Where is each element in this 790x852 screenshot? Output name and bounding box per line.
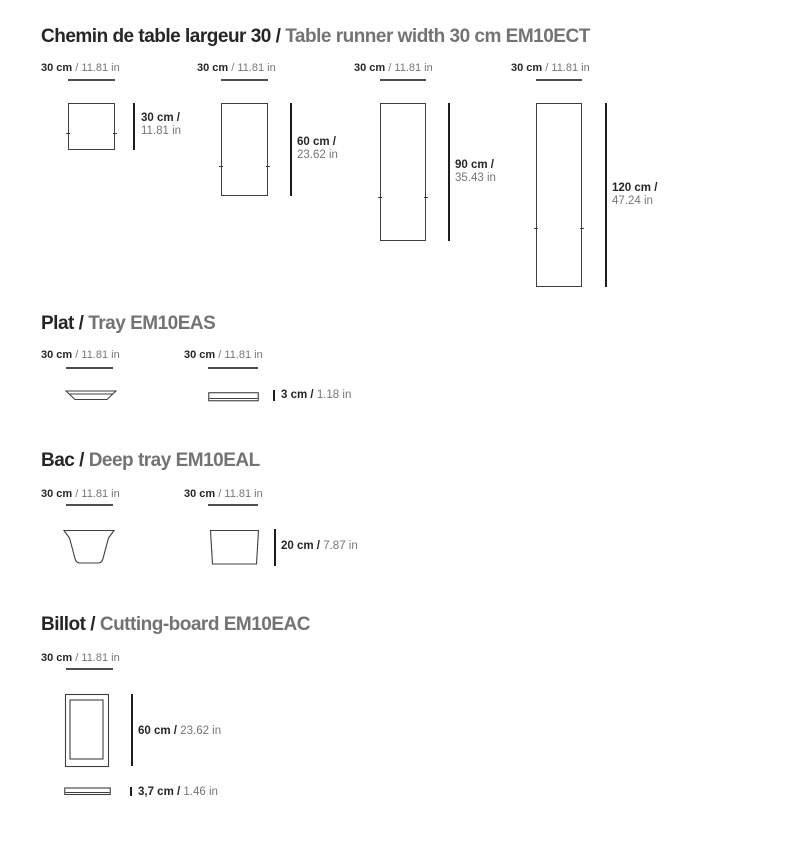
section-title: [41, 26, 590, 48]
deep-tray-side-profile: [209, 529, 260, 566]
height-metric: 60 cm /: [138, 725, 177, 737]
edge-tick: [534, 228, 538, 229]
section-title: [41, 614, 310, 636]
section-title-fr: Plat: [41, 313, 74, 334]
section-title-fr: Bac: [41, 450, 75, 471]
width-imperial: 11.81 in: [237, 62, 276, 74]
width-metric: 30 cm: [41, 488, 73, 500]
length-metric: 30 cm /: [141, 112, 180, 124]
width-metric: 30 cm: [41, 349, 73, 361]
width-imperial: 11.81 in: [551, 62, 590, 74]
thickness-dimension-tick: [130, 787, 132, 796]
slash: /: [75, 652, 79, 664]
width-extent-line: [66, 504, 113, 506]
length-label: [612, 182, 657, 208]
length-dimension-line: [605, 103, 607, 287]
width-label: [41, 651, 120, 665]
width-imperial: 11.81 in: [81, 62, 120, 74]
deep-tray-front-profile: [63, 528, 115, 566]
length-metric: 120 cm /: [612, 182, 658, 194]
width-label: [184, 487, 263, 501]
height-dimension-line: [131, 694, 133, 766]
thickness-imperial: 1.46 in: [183, 786, 218, 798]
section-title-separator: /: [90, 614, 96, 635]
length-imperial: 11.81 in: [141, 125, 182, 137]
height-label: [281, 389, 351, 402]
width-extent-line: [208, 504, 258, 506]
width-extent-line: [380, 79, 426, 81]
height-imperial: 7.87 in: [323, 540, 358, 552]
section-title-fr: Chemin de table largeur 30: [41, 26, 271, 47]
length-imperial: 35.43 in: [455, 172, 496, 184]
length-label: [141, 112, 181, 138]
section-title-en: Cutting-board EM10EAC: [99, 614, 310, 635]
width-extent-line: [66, 367, 113, 369]
width-extent-line: [208, 367, 258, 369]
edge-tick: [424, 197, 428, 198]
slash: /: [218, 349, 222, 361]
section-title-separator: /: [275, 26, 281, 47]
thickness-label: [138, 786, 218, 799]
width-extent-line: [68, 79, 115, 81]
length-metric: 60 cm /: [297, 136, 336, 148]
section-title-separator: /: [78, 313, 84, 334]
edge-tick: [219, 166, 223, 167]
slash: /: [75, 62, 79, 74]
height-dimension-line: [274, 529, 276, 566]
runner-60cm-outline: [221, 103, 268, 196]
slash: /: [545, 62, 549, 74]
runner-90cm-outline: [380, 103, 426, 241]
cutting-board-top-view: [63, 693, 110, 768]
edge-tick: [580, 228, 584, 229]
length-imperial: 47.24 in: [612, 195, 653, 207]
width-metric: 30 cm: [354, 62, 386, 74]
width-extent-line: [221, 79, 268, 81]
section-title: [41, 450, 260, 472]
width-imperial: 11.81 in: [81, 652, 120, 664]
cutting-board-side-view: [64, 787, 112, 796]
length-dimension-line: [133, 103, 135, 150]
slash: /: [388, 62, 392, 74]
height-label: [138, 725, 221, 738]
length-dimension-line: [290, 103, 292, 196]
width-label: [41, 487, 120, 501]
edge-tick: [113, 133, 117, 134]
width-metric: 30 cm: [41, 62, 73, 74]
width-imperial: 11.81 in: [224, 349, 263, 361]
edge-tick: [266, 166, 270, 167]
runner-30cm-outline: [68, 103, 115, 150]
length-dimension-line: [448, 103, 450, 241]
height-imperial: 1.18 in: [316, 389, 352, 401]
tray-side-profile: [208, 392, 259, 402]
width-label: [184, 348, 263, 362]
height-label: [281, 540, 358, 553]
length-label: [297, 136, 338, 162]
length-imperial: 23.62 in: [297, 149, 338, 161]
slash: /: [218, 488, 222, 500]
runner-120cm-outline: [536, 103, 582, 287]
edge-tick: [378, 197, 382, 198]
width-extent-line: [66, 668, 113, 670]
width-imperial: 11.81 in: [81, 349, 120, 361]
slash: /: [231, 62, 235, 74]
section-title-en: Table runner width 30 cm EM10ECT: [285, 26, 590, 47]
length-label: [455, 159, 496, 185]
height-dimension-tick: [273, 390, 275, 401]
edge-tick: [66, 133, 70, 134]
width-label: [197, 61, 276, 75]
height-metric: 20 cm /: [281, 540, 320, 552]
width-metric: 30 cm: [197, 62, 229, 74]
height-metric: 3 cm /: [281, 389, 314, 401]
width-metric: 30 cm: [511, 62, 543, 74]
section-title-en: Tray EM10EAS: [88, 313, 216, 334]
section-title: [41, 313, 215, 335]
width-label: [354, 61, 433, 75]
width-label: [41, 348, 120, 362]
width-metric: 30 cm: [41, 652, 73, 664]
width-imperial: 11.81 in: [394, 62, 433, 74]
height-imperial: 23.62 in: [180, 725, 222, 737]
tray-front-profile: [65, 389, 117, 402]
width-label: [511, 61, 590, 75]
width-metric: 30 cm: [184, 349, 216, 361]
width-imperial: 11.81 in: [81, 488, 120, 500]
width-metric: 30 cm: [184, 488, 216, 500]
width-label: [41, 61, 120, 75]
section-title-separator: /: [79, 450, 84, 471]
thickness-metric: 3,7 cm /: [138, 786, 181, 798]
width-imperial: 11.81 in: [224, 488, 263, 500]
width-extent-line: [536, 79, 582, 81]
length-metric: 90 cm /: [455, 159, 494, 171]
section-title-fr: Billot: [41, 614, 86, 635]
section-title-en: Deep tray EM10EAL: [88, 450, 260, 471]
slash: /: [75, 349, 79, 361]
slash: /: [75, 488, 79, 500]
